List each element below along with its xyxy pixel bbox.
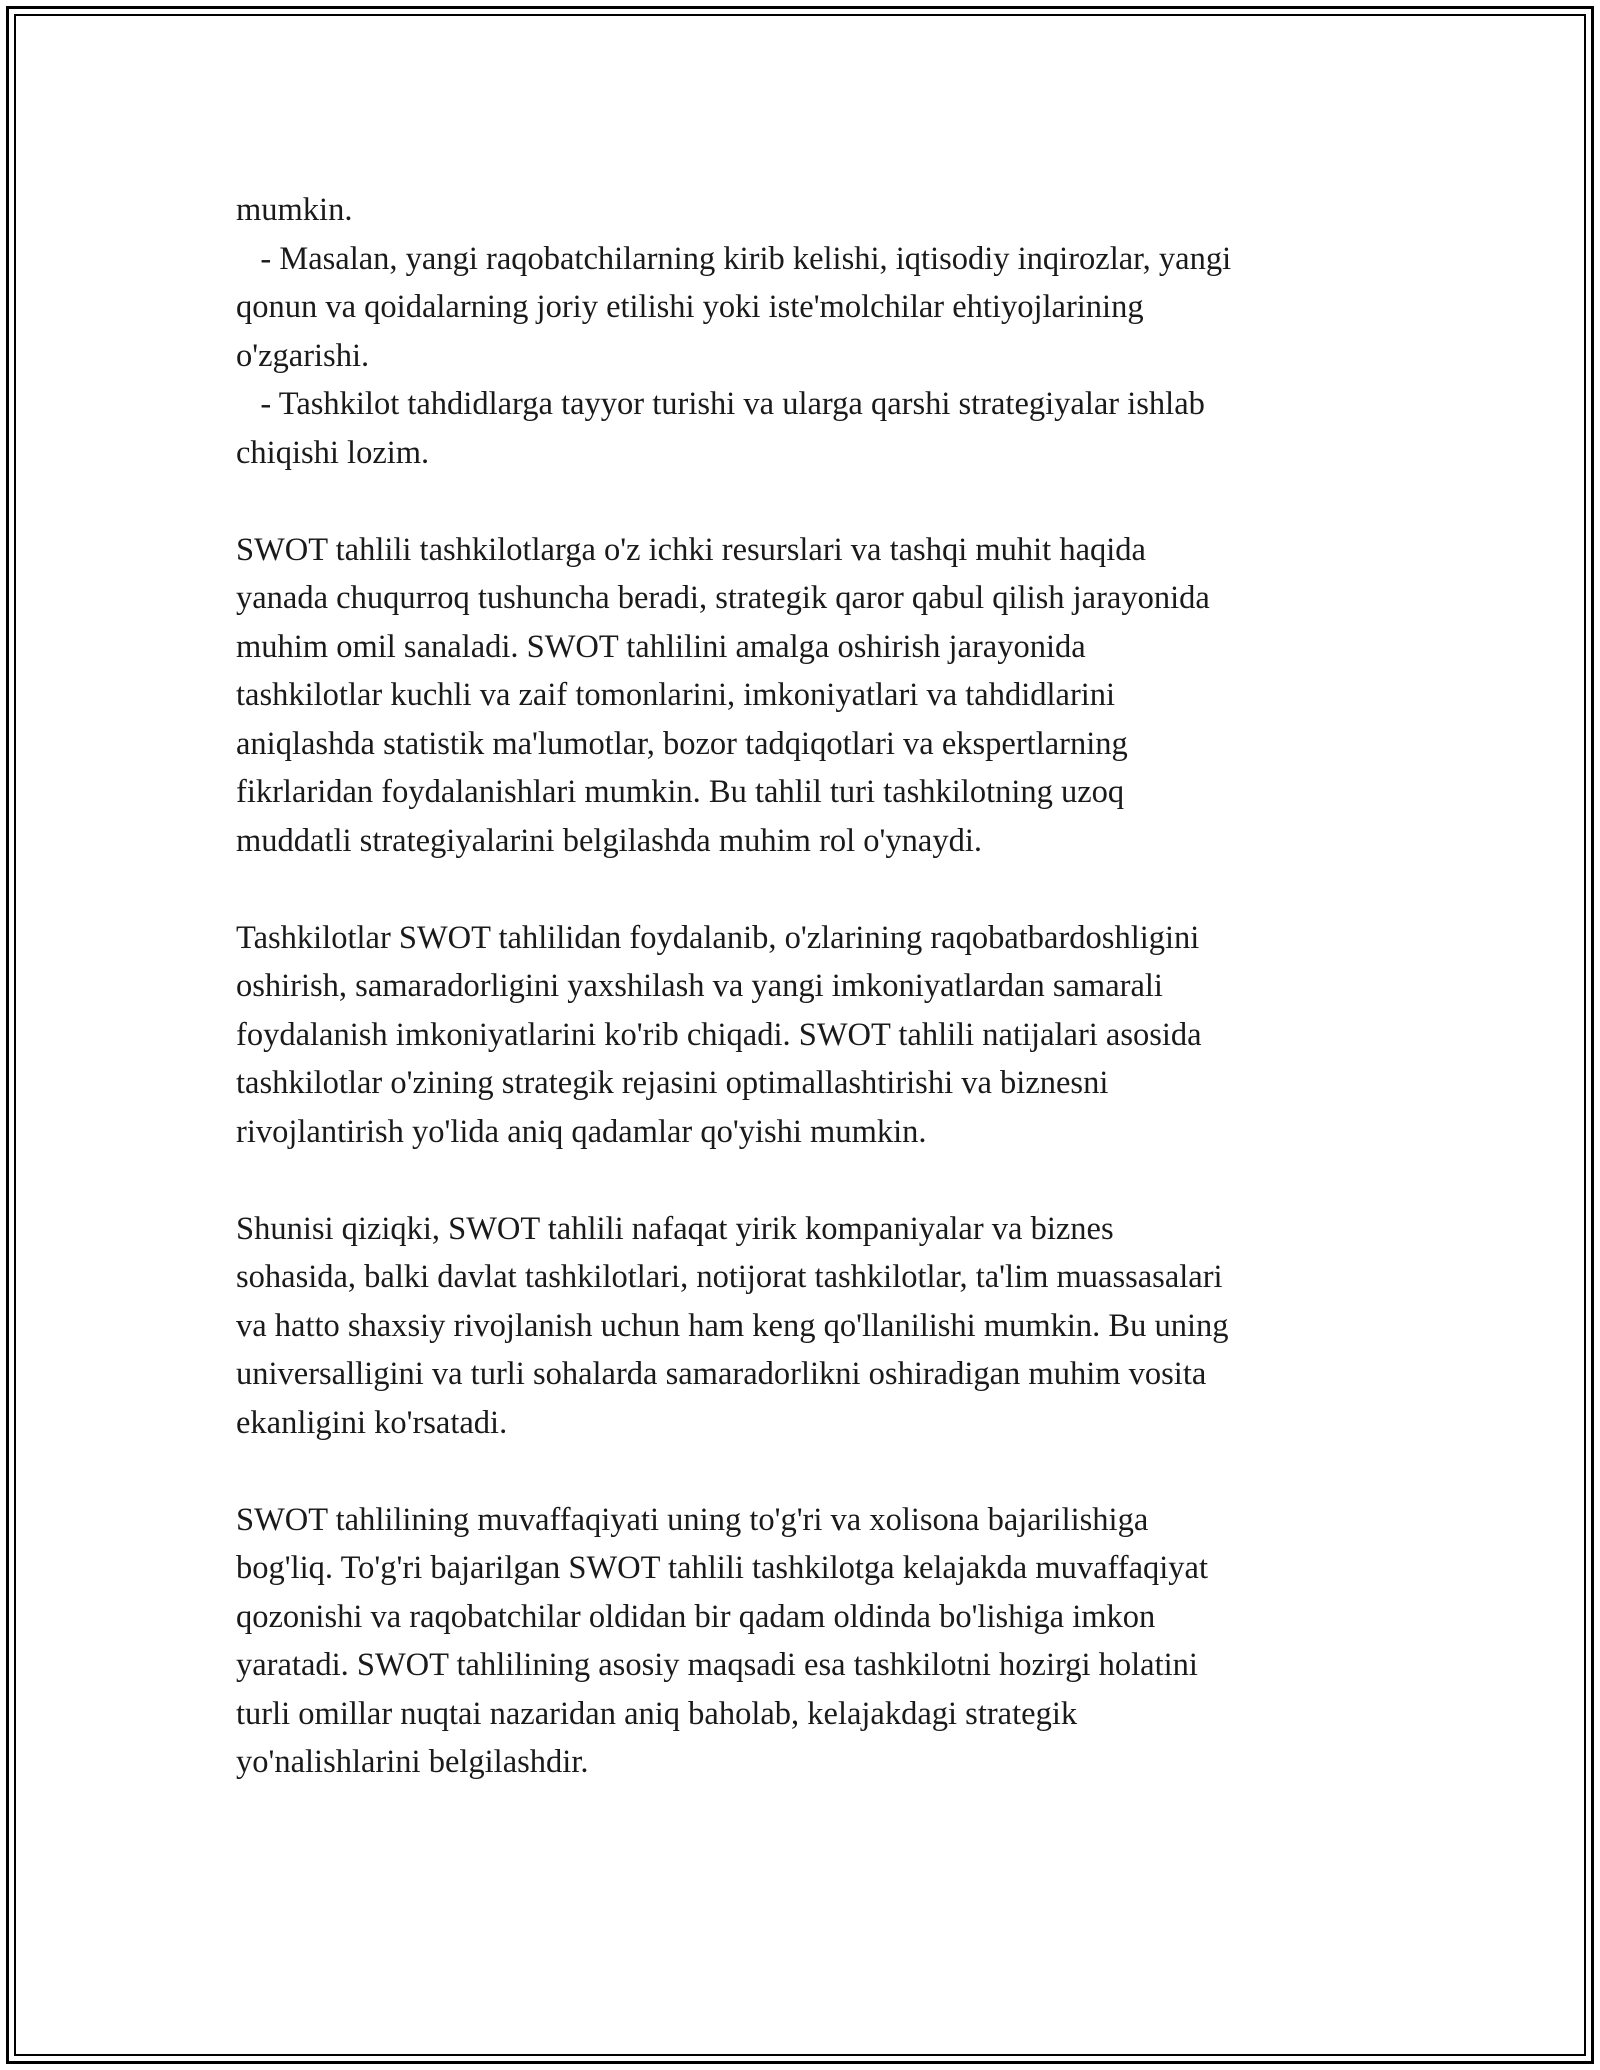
text-line: aniqlashda statistik ma'lumotlar, bozor tadqiqotlari va ekspertlarning [236, 725, 1128, 762]
text-line: rivojlantirish yo'lida aniq qadamlar qo'yishi mumkin. [236, 1113, 927, 1150]
text-line: yo'nalishlarini belgilashdir. [236, 1744, 589, 1780]
text-line: yanada chuqurroq tushuncha beradi, strategik qaror qabul qilish jarayonida [236, 580, 1210, 616]
text-line: yaratadi. SWOT tahlilining asosiy maqsadi esa tashkilotni hozirgi holatini [236, 1647, 1198, 1683]
text-line: qonun va qoidalarning joriy etilishi yoki iste'molchilar ehtiyojlarining [236, 289, 1144, 325]
text-line: qozonishi va raqobatchilar oldidan bir qadam oldinda bo'lishiga imkon [236, 1598, 1156, 1635]
text-line: tashkilotlar o'zining strategik rejasini optimallashtirishi va biznesni [236, 1065, 1109, 1101]
paragraph-gap [236, 1447, 1376, 1496]
text-line: chiqishi lozim. [236, 434, 430, 471]
paragraph-3 [236, 1205, 1376, 1448]
paragraph-2 [236, 914, 1376, 1157]
text-line: va hatto shaxsiy rivojlanish uchun ham keng qo'llanilishi mumkin. Bu uning [236, 1307, 1229, 1344]
paragraph-4 [236, 1496, 1376, 1787]
paragraph-gap [236, 865, 1376, 914]
text-line: - Tashkilot tahdidlarga tayyor turishi va ularga qarshi strategiyalar ishlab [236, 386, 1205, 422]
text-line: bog'liq. To'g'ri bajarilgan SWOT tahlili tashkilotga kelajakda muvaffaqiyat [236, 1550, 1209, 1586]
intro-block [236, 186, 1376, 477]
text-line: mumkin. [236, 192, 353, 228]
text-line: turli omillar nuqtai nazaridan aniq baholab, kelajakdagi strategik [236, 1695, 1078, 1732]
paragraph-1 [236, 526, 1376, 866]
text-line: SWOT tahlili tashkilotlarga o'z ichki resurslari va tashqi muhit haqida [236, 531, 1146, 568]
paragraph-gap [236, 1156, 1376, 1205]
text-line: muhim omil sanaladi. SWOT tahlilini amalga oshirish jarayonida [236, 628, 1086, 665]
text-line: muddatli strategiyalarini belgilashda muhim rol o'ynaydi. [236, 822, 982, 859]
paragraph-gap [236, 477, 1376, 526]
text-line: o'zgarishi. [236, 337, 370, 374]
text-line: Shunisi qiziqki, SWOT tahlili nafaqat yirik kompaniyalar va biznes [236, 1210, 1114, 1247]
text-line: ekanligini ko'rsatadi. [236, 1404, 508, 1441]
text-line: oshirish, samaradorligini yaxshilash va yangi imkoniyatlardan samarali [236, 968, 1163, 1004]
text-line: foydalanish imkoniyatlarini ko'rib chiqadi. SWOT tahlili natijalari asosida [236, 1016, 1202, 1053]
text-line: SWOT tahlilining muvaffaqiyati uning to'g'ri va xolisona bajarilishiga [236, 1501, 1149, 1538]
text-line: tashkilotlar kuchli va zaif tomonlarini, imkoniyatlari va tahdidlarini [236, 677, 1116, 713]
document-body [236, 186, 1376, 1787]
text-line: Tashkilotlar SWOT tahlilidan foydalanib, o'zlarining raqobatbardoshligini [236, 919, 1200, 956]
text-line: - Masalan, yangi raqobatchilarning kirib kelishi, iqtisodiy inqirozlar, yangi [236, 240, 1232, 277]
text-line: fikrlaridan foydalanishlari mumkin. Bu tahlil turi tashkilotning uzoq [236, 774, 1125, 810]
text-line: universalligini va turli sohalarda samaradorlikni oshiradigan muhim vosita [236, 1356, 1207, 1392]
text-line: sohasida, balki davlat tashkilotlari, notijorat tashkilotlar, ta'lim muassasalari [236, 1259, 1223, 1295]
